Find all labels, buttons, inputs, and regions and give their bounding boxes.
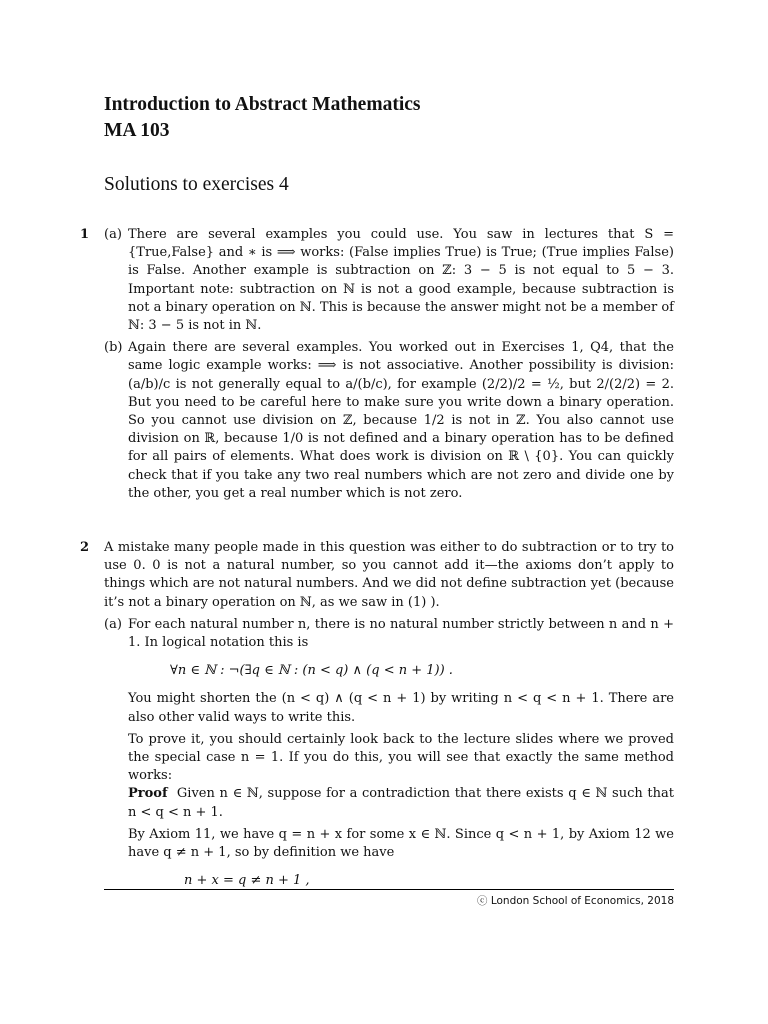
question-1-part-a	[104, 226, 674, 335]
equation: n + x = q ≠ n + 1 ,	[184, 873, 310, 889]
question-2-part-a	[104, 616, 674, 891]
question-number: 1	[80, 227, 90, 242]
part-label: (b)	[104, 340, 123, 356]
document-subtitle: Solutions to exercises 4	[104, 174, 289, 195]
question-2-intro: A mistake many people made in this question was either to do subtraction or to try to use 0. 0 is not a natural number, so you cannot add it—the axioms don’t apply to things which are not natural numbers. And we did not define subtraction yet (because it’s not a binary operation on ℕ, as we saw in (1) ).	[104, 540, 674, 610]
document-page	[80, 92, 674, 897]
logic-formula: ∀n ∈ ℕ : ¬(∃q ∈ ℕ : (n < q) ∧ (q < n + 1)) .	[170, 663, 453, 679]
question-1	[80, 226, 674, 503]
question-2	[80, 539, 674, 890]
part-text: Again there are several examples. You worked out in Exercises 1, Q4, that the same logic example works: ⟹ is not associative. Another possibility is division: (a/b)/c is not generally equal to a/(b/c), for example (2/2)/2 = ½, but 2/(2/2) = 2. But you need to be careful here to make sure you write down a binary operation. So you cannot use division on ℤ, because 1/2 is not in ℤ. You also cannot use division on ℝ, because 1/0 is not defined and a binary operation has to be defined for all pairs of elements. What does work is division on ℝ \ {0}. You can quickly check that if you take any two real numbers which are not zero and divide one by the other, you get a real number which is not zero.	[128, 340, 674, 501]
part-text: There are several examples you could use. You saw in lectures that S = {True,False} and ∗ is ⟹ works: (False implies True) is True; (True implies False) is False. Another example is subtraction on ℤ: 3 − 5 is not equal to 5 − 3. Important note: subtraction on ℕ is not a good example, because subtraction is not a binary operation on ℕ. This is because the answer might not be a member of ℕ: 3 − 5 is not in ℕ.	[128, 227, 674, 334]
part-label: (a)	[104, 616, 122, 632]
part-text: For each natural number n, there is no natural number strictly between n and n + 1. In logical notation this is	[128, 616, 674, 651]
course-title: Introduction to Abstract Mathematics	[104, 94, 421, 115]
proof-text: Given n ∈ ℕ, suppose for a contradiction that there exists q ∈ ℕ such that n < q < n + 1.	[128, 786, 674, 820]
question-1-part-b	[104, 339, 674, 503]
footer-copyright: ⓒ London School of Economics, 2018	[476, 895, 674, 907]
footer-divider	[104, 889, 674, 890]
question-number: 2	[80, 540, 90, 556]
paragraph-shorten: You might shorten the (n < q) ∧ (q < n + 1) by writing n < q < n + 1. There are also other valid ways to write this.	[128, 691, 674, 725]
course-code: MA 103	[104, 120, 170, 141]
paragraph-axiom: By Axiom 11, we have q = n + x for some x ∈ ℕ. Since q < n + 1, by Axiom 12 we have q ≠ n + 1, so by definition we have	[128, 826, 674, 861]
proof-label: Proof	[128, 786, 168, 802]
part-label: (a)	[104, 227, 122, 242]
proof-paragraph	[128, 785, 674, 821]
paragraph-prove: To prove it, you should certainly look back to the lecture slides where we proved the special case n = 1. If you do this, you will see that exactly the same method works:	[128, 731, 674, 784]
